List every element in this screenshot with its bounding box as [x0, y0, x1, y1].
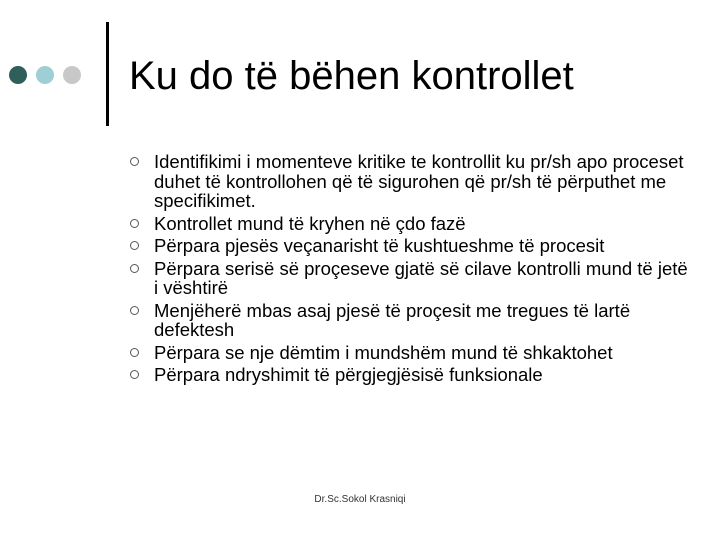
- bullet-list: [128, 152, 688, 388]
- bullet-text: Përpara serisë së proçeseve gjatë së cilave kontrolli mund të jetë i vështirë: [154, 257, 688, 298]
- bullet-text: Përpara ndryshimit të përgjegjësisë funksionale: [154, 364, 543, 385]
- dot-icon-dark: [9, 66, 27, 84]
- footer-author: Dr.Sc.Sokol Krasniqi: [314, 494, 406, 505]
- bullet-item: [128, 236, 688, 256]
- bullet-text: Menjëherë mbas asaj pjesë të proçesit me tregues të lartë defektesh: [154, 299, 631, 340]
- title-divider-line: [106, 22, 109, 126]
- bullet-item: [128, 214, 688, 234]
- dot-icon-gray: [63, 66, 81, 84]
- bullet-circle-icon: [130, 264, 139, 273]
- bullet-circle-icon: [130, 157, 139, 166]
- bullet-circle-icon: [130, 348, 139, 357]
- bullet-text: Identifikimi i momenteve kritike te kontrollit ku pr/sh apo proceset duhet të kontrollohen që të sigurohen që pr/sh të përputhet me specifikimet.: [154, 151, 684, 211]
- slide-title: Ku do të bëhen kontrollet: [129, 54, 574, 98]
- bullet-circle-icon: [130, 219, 139, 228]
- bullet-circle-icon: [130, 306, 139, 315]
- bullet-item: [128, 301, 688, 340]
- bullet-text: Kontrollet mund të kryhen në çdo fazë: [154, 212, 466, 234]
- bullet-item: [128, 152, 688, 211]
- bullet-item: [128, 259, 688, 298]
- bullet-text: Përpara pjesës veçanarisht të kushtueshme të procesit: [154, 235, 605, 256]
- bullet-text: Përpara se nje dëmtim i mundshëm mund të shkaktohet: [154, 341, 613, 363]
- bullet-item: [128, 343, 688, 363]
- dot-icon-teal: [36, 66, 54, 84]
- bullet-item: [128, 365, 688, 385]
- bullet-circle-icon: [130, 370, 139, 379]
- bullet-circle-icon: [130, 241, 139, 250]
- decorative-dots: [9, 66, 99, 84]
